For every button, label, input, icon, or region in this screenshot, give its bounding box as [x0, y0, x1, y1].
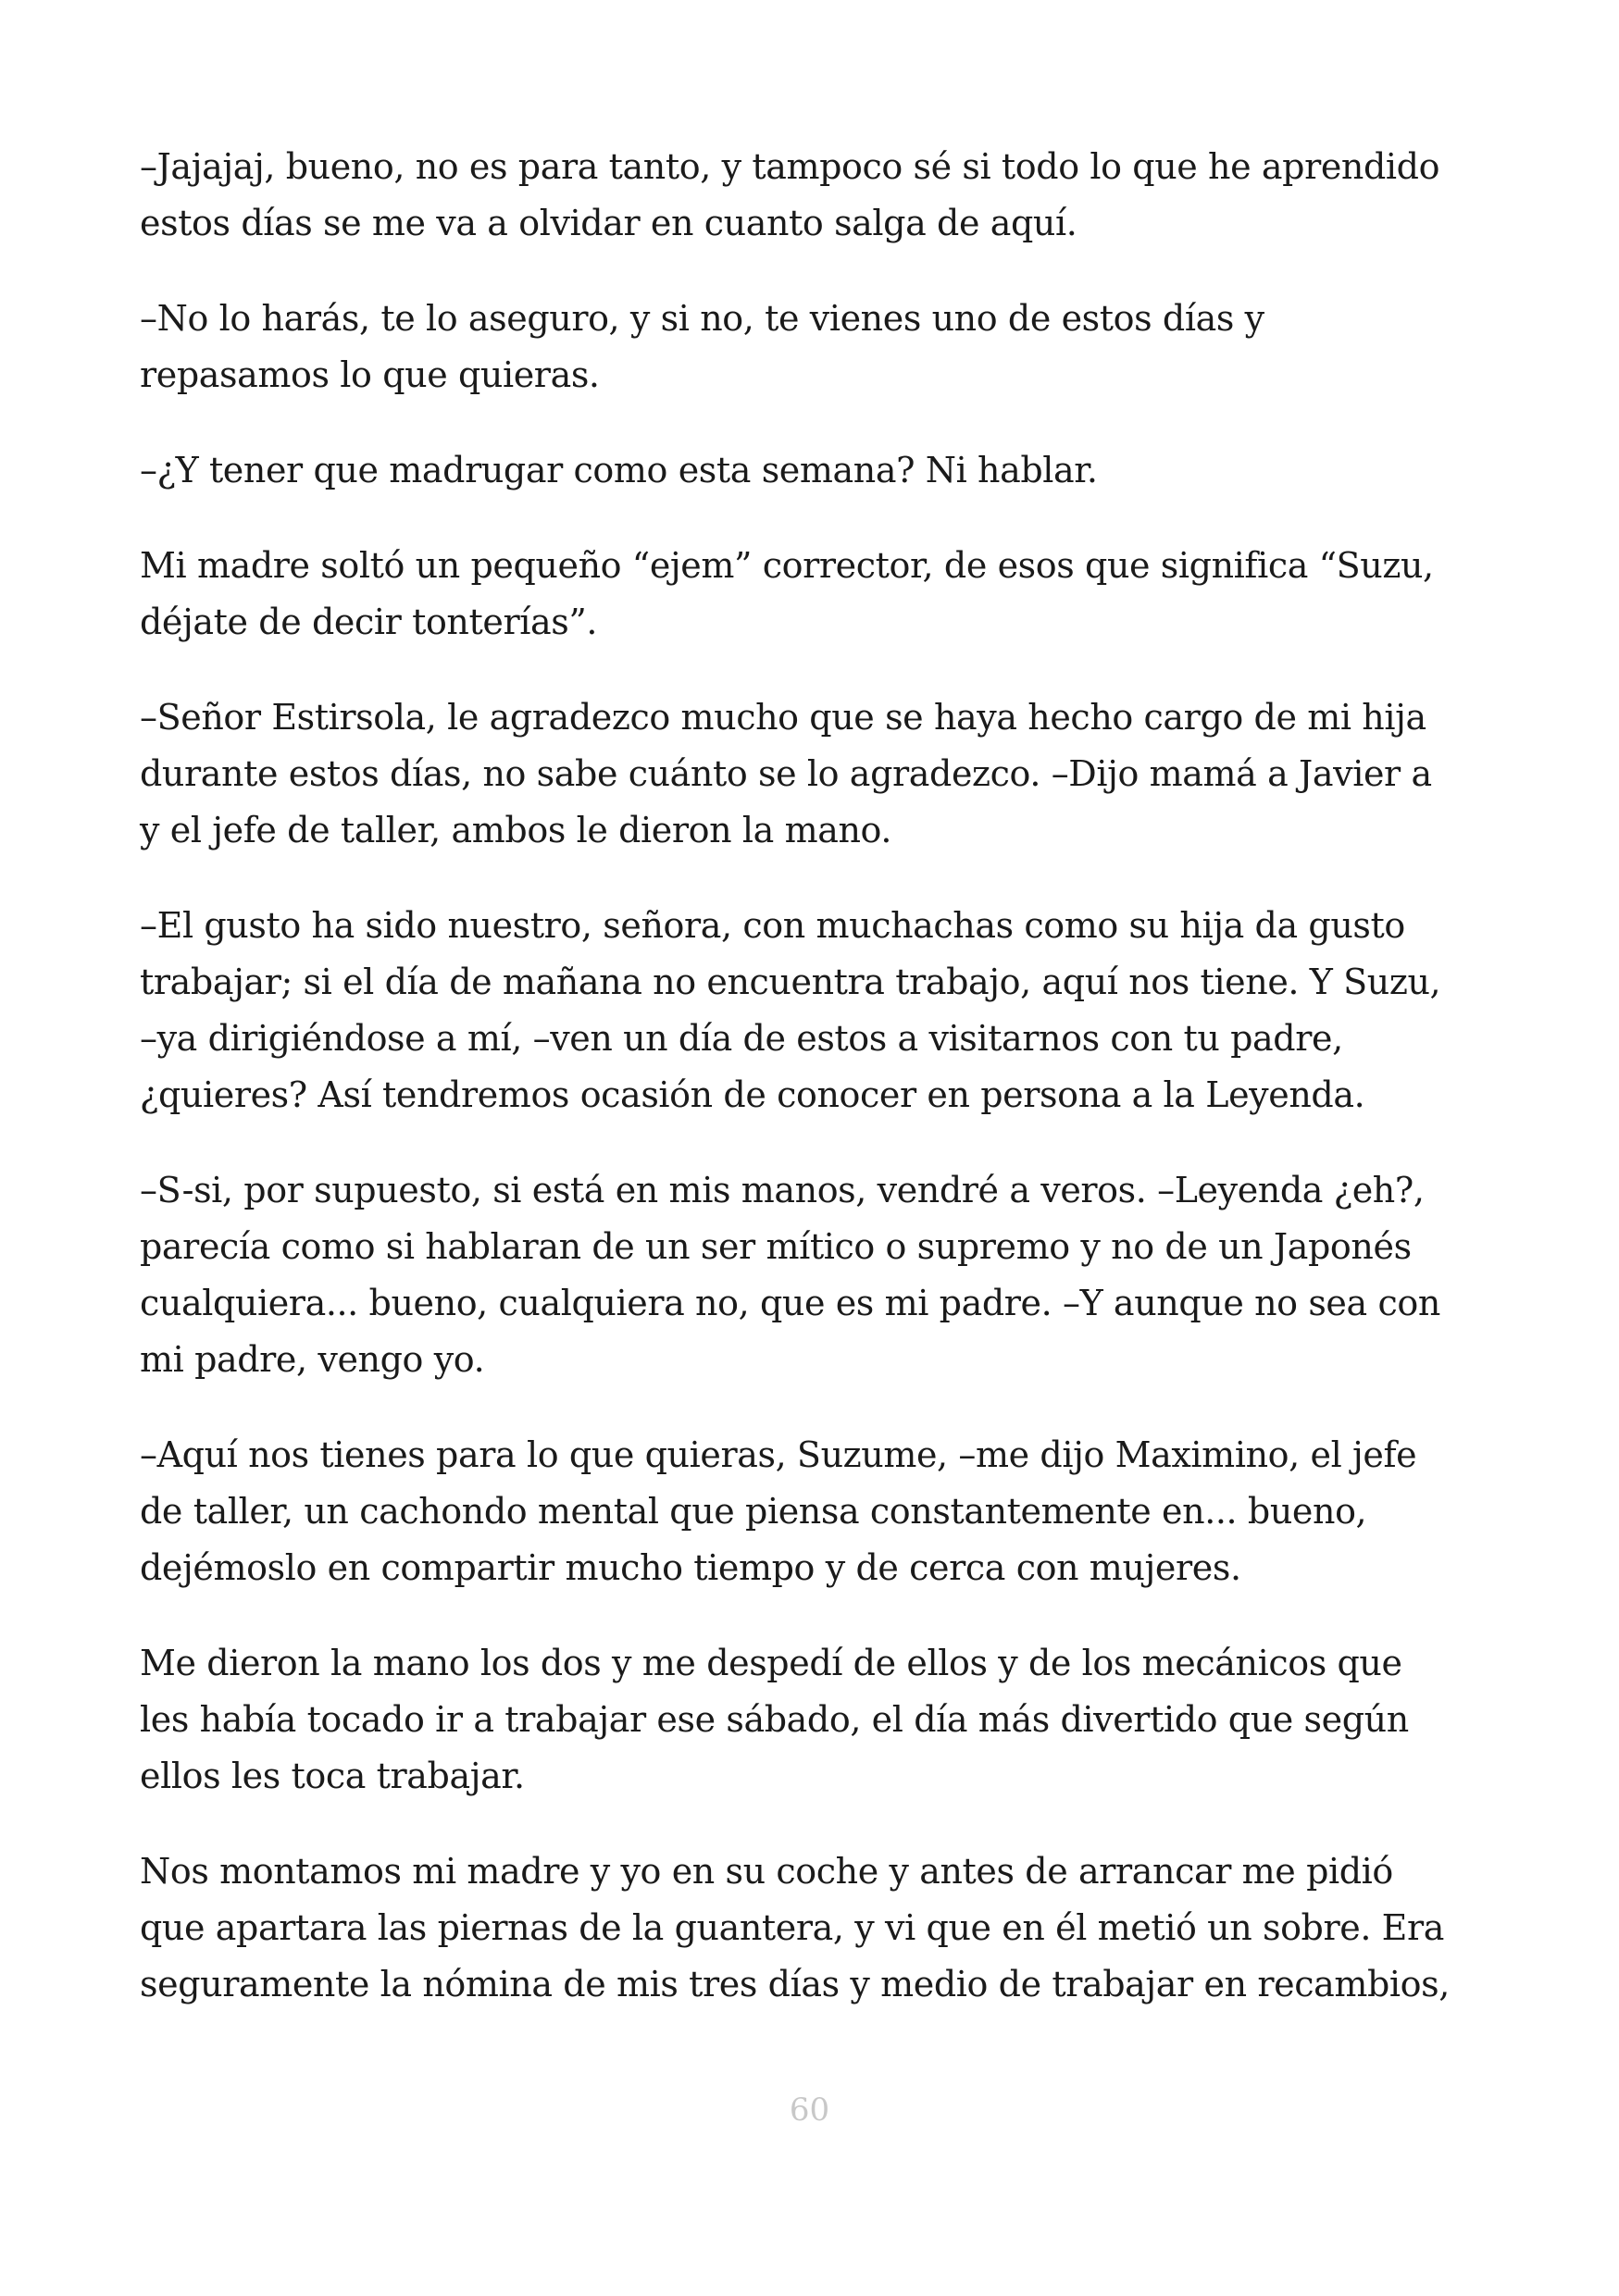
- paragraph: [140, 898, 1491, 1123]
- paragraph: [140, 1843, 1491, 2013]
- text-line: –S-si, por supuesto, si está en mis manos, vendré a veros. –Leyenda ¿eh?,: [140, 1170, 1425, 1210]
- text-line: dejémoslo en compartir mucho tiempo y de cerca con mujeres.: [140, 1547, 1241, 1588]
- text-line: –Aquí nos tienes para lo que quieras, Suzume, –me dijo Maximino, el jefe: [140, 1434, 1417, 1475]
- paragraph: [140, 538, 1491, 651]
- text-line: de taller, un cachondo mental que piensa constantemente en... bueno,: [140, 1491, 1367, 1532]
- paragraph: [140, 291, 1491, 403]
- text-line: estos días se me va a olvidar en cuanto salga de aquí.: [140, 203, 1077, 243]
- text-line: parecía como si hablaran de un ser mítico o supremo y no de un Japonés: [140, 1226, 1412, 1267]
- text-line: Nos montamos mi madre y yo en su coche y antes de arrancar me pidió: [140, 1851, 1393, 1892]
- text-line: Mi madre soltó un pequeño “ejem” corrector, de esos que significa “Suzu,: [140, 545, 1434, 586]
- text-line: trabajar; si el día de mañana no encuentra trabajo, aquí nos tiene. Y Suzu,: [140, 962, 1441, 1002]
- text-line: ellos les toca trabajar.: [140, 1756, 525, 1796]
- paragraph: [140, 139, 1491, 252]
- text-line: y el jefe de taller, ambos le dieron la mano.: [140, 810, 892, 850]
- text-line: –Jajajaj, bueno, no es para tanto, y tampoco sé si todo lo que he aprendido: [140, 146, 1440, 187]
- paragraph: [140, 1162, 1491, 1388]
- text-line: seguramente la nómina de mis tres días y medio de trabajar en recambios,: [140, 1964, 1450, 2004]
- paragraph: [140, 1635, 1491, 1805]
- text-line: déjate de decir tonterías”.: [140, 602, 598, 642]
- text-line: durante estos días, no sabe cuánto se lo agradezco. –Dijo mamá a Javier a: [140, 753, 1432, 794]
- text-line: mi padre, vengo yo.: [140, 1339, 485, 1380]
- text-line: les había tocado ir a trabajar ese sábado, el día más divertido que según: [140, 1699, 1409, 1740]
- text-line: repasamos lo que quieras.: [140, 354, 600, 395]
- text-line: que apartara las piernas de la guantera, y vi que en él metió un sobre. Era: [140, 1907, 1445, 1948]
- text-line: –ya dirigiéndose a mí, –ven un día de estos a visitarnos con tu padre,: [140, 1018, 1343, 1059]
- paragraph: [140, 689, 1491, 859]
- paragraph: [140, 1427, 1491, 1596]
- text-line: –No lo harás, te lo aseguro, y si no, te vienes uno de estos días y: [140, 298, 1264, 339]
- page-number: 60: [789, 2091, 830, 2128]
- text-line: ¿quieres? Así tendremos ocasión de conocer en persona a la Leyenda.: [140, 1074, 1365, 1115]
- text-line: cualquiera... bueno, cualquiera no, que es mi padre. –Y aunque no sea con: [140, 1283, 1440, 1323]
- paragraph: [140, 442, 1491, 499]
- text-line: –El gusto ha sido nuestro, señora, con muchachas como su hija da gusto: [140, 905, 1405, 946]
- text-line: –Señor Estirsola, le agradezco mucho que se haya hecho cargo de mi hija: [140, 697, 1426, 738]
- text-line: Me dieron la mano los dos y me despedí de ellos y de los mecánicos que: [140, 1643, 1402, 1683]
- text-line: –¿Y tener que madrugar como esta semana? Ni hablar.: [140, 450, 1098, 490]
- body-text: [140, 139, 1491, 2052]
